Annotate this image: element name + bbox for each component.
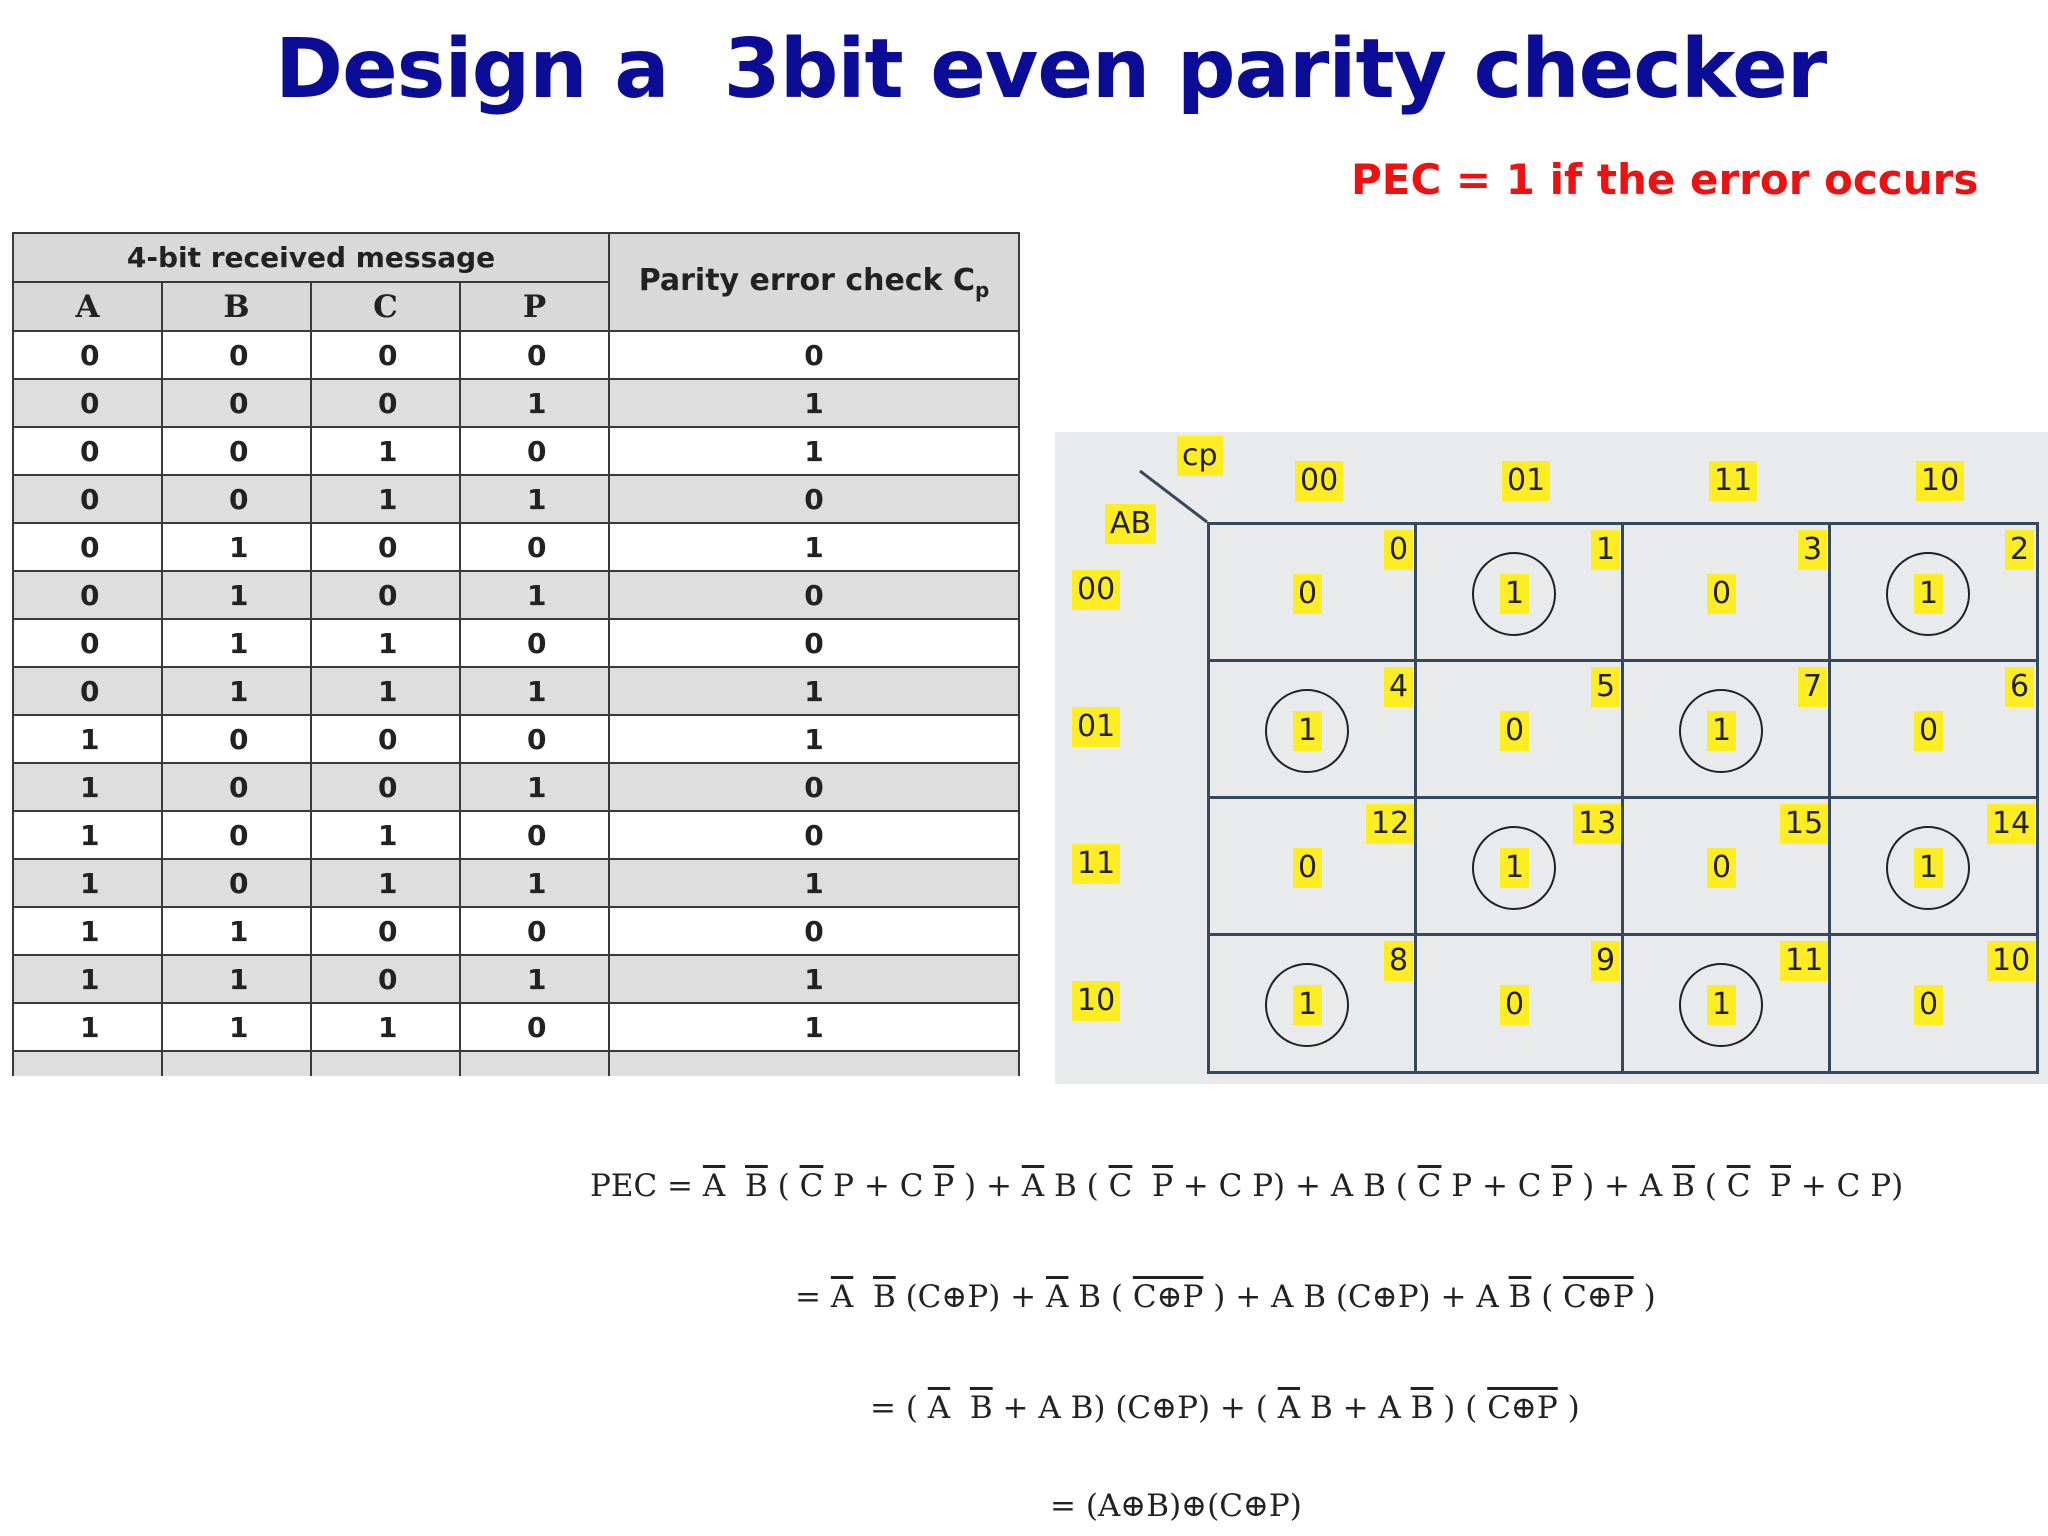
parity-output-cell: 1 (609, 859, 1019, 907)
empty-cell (460, 1051, 609, 1076)
input-bit-cell: 0 (13, 331, 162, 379)
col-header-a: A (13, 282, 162, 331)
input-bit-cell: 0 (13, 379, 162, 427)
input-bit-cell: 1 (311, 427, 460, 475)
parity-output-cell: 1 (609, 715, 1019, 763)
input-bit-cell: 0 (460, 811, 609, 859)
table-row (13, 715, 1019, 763)
input-bit-cell: 1 (460, 859, 609, 907)
cell-value: 1 (1707, 985, 1736, 1025)
complemented-term: C⊕P (1487, 1390, 1558, 1426)
parity-output-cell: 1 (609, 1003, 1019, 1051)
table-row (13, 475, 1019, 523)
equation-term: B + A (1300, 1390, 1411, 1426)
equation-term: ) (1557, 1390, 1580, 1426)
equation-term: B ( (1068, 1279, 1133, 1315)
equation-term: B ( (1044, 1168, 1109, 1204)
equation-term: + C P) (1791, 1168, 1904, 1204)
input-bit-cell: 0 (162, 379, 311, 427)
cell-value: 0 (1293, 848, 1322, 888)
complemented-term: $\overline{P}$ (1770, 1168, 1791, 1204)
input-bit-cell: 1 (162, 571, 311, 619)
complemented-term: $\overline{C}$ (1417, 1168, 1442, 1204)
cell-index: 15 (1780, 804, 1828, 844)
input-bit-cell: 0 (460, 523, 609, 571)
empty-cell (609, 1051, 1019, 1076)
col-header-p: P (460, 282, 609, 331)
input-bit-cell: 0 (311, 907, 460, 955)
input-bit-cell: 1 (311, 1003, 460, 1051)
cell-index: 3 (1798, 530, 1827, 570)
equation-term (950, 1390, 970, 1426)
input-bit-cell: 1 (13, 1003, 162, 1051)
col-label: 01 (1502, 461, 1550, 501)
equation-term (853, 1279, 873, 1315)
complemented-term: $\overline{B}$ (969, 1390, 993, 1426)
input-bit-cell: 0 (13, 571, 162, 619)
parity-output-cell: 1 (609, 955, 1019, 1003)
cell-value: 0 (1500, 985, 1529, 1025)
input-bit-cell: 0 (311, 523, 460, 571)
parity-output-cell: 0 (609, 763, 1019, 811)
input-bit-cell: 1 (460, 379, 609, 427)
equation-line (795, 1279, 1656, 1315)
complemented-term: $\overline{A}$ (1046, 1279, 1069, 1315)
complemented-term: $\overline{P}$ (1551, 1168, 1573, 1204)
input-bit-cell: 0 (311, 763, 460, 811)
cell-value: 0 (1707, 848, 1736, 888)
col-label: 11 (1709, 461, 1757, 501)
equation-term: ( (1694, 1168, 1727, 1204)
equation-term: ( (767, 1168, 800, 1204)
input-bit-cell: 1 (162, 955, 311, 1003)
parity-output-cell: 0 (609, 907, 1019, 955)
input-bit-cell: 0 (460, 619, 609, 667)
input-bit-cell: 1 (162, 667, 311, 715)
cell-value: 1 (1293, 711, 1322, 751)
equation-term: = (A⊕B)⊕(C⊕P) (1050, 1488, 1302, 1524)
complemented-term: $\overline{C}$ (1108, 1168, 1133, 1204)
equation-term: ( (1531, 1279, 1564, 1315)
input-bit-cell: 1 (13, 907, 162, 955)
input-bit-cell: 1 (13, 955, 162, 1003)
input-bit-cell: 1 (13, 859, 162, 907)
table-row (13, 763, 1019, 811)
complemented-term: $\overline{P}$ (1152, 1168, 1173, 1204)
input-bit-cell: 0 (460, 1003, 609, 1051)
truth-table (12, 232, 1020, 1076)
input-bit-cell: 0 (460, 907, 609, 955)
input-bit-cell: 0 (162, 859, 311, 907)
table-row (13, 907, 1019, 955)
cell-index: 13 (1573, 804, 1621, 844)
equation-term: ) + (954, 1168, 1022, 1204)
cell-value: 1 (1293, 985, 1322, 1025)
equation-term: ) + A B (C⊕P) + A (1203, 1279, 1509, 1315)
complemented-term: $\overline{B}$ (745, 1168, 768, 1204)
complemented-term: $\overline{B}$ (1672, 1168, 1695, 1204)
table-row-partial (13, 1051, 1019, 1076)
col-var-label: cp (1177, 436, 1223, 476)
equation-line (590, 1168, 1903, 1204)
equation-line (870, 1390, 1580, 1426)
equation-term: ) + A (1572, 1168, 1673, 1204)
complemented-term: $\overline{A}$ (830, 1279, 854, 1315)
kmap-row-divider (1207, 933, 2039, 936)
cell-value: 1 (1707, 711, 1736, 751)
kmap-row-divider (1207, 796, 2039, 799)
complemented-term: $\overline{P}$ (933, 1168, 955, 1204)
input-bit-cell: 1 (460, 571, 609, 619)
complemented-term: $\overline{C}$ (799, 1168, 824, 1204)
equation-line (1050, 1488, 1302, 1524)
complemented-term: $\overline{A}$ (1277, 1390, 1301, 1426)
col-label: 00 (1295, 461, 1343, 501)
table-row (13, 379, 1019, 427)
input-bit-cell: 1 (311, 619, 460, 667)
parity-output-cell: 1 (609, 379, 1019, 427)
complemented-term: $\overline{A}$ (927, 1390, 951, 1426)
pec-note: PEC = 1 if the error occurs (1351, 155, 1979, 204)
complemented-term: $\overline{A}$ (1021, 1168, 1045, 1204)
kmap-col-divider (1828, 522, 1831, 1074)
input-bit-cell: 0 (460, 331, 609, 379)
cell-value: 1 (1500, 848, 1529, 888)
cell-index: 9 (1591, 941, 1620, 981)
equation-term: P + C (1441, 1168, 1552, 1204)
cell-value: 0 (1500, 711, 1529, 751)
karnaugh-map (1055, 432, 2048, 1084)
complemented-term: C⊕P (1132, 1279, 1204, 1315)
input-bit-cell: 1 (311, 667, 460, 715)
input-bit-cell: 1 (13, 715, 162, 763)
table-row (13, 427, 1019, 475)
input-bit-cell: 0 (13, 427, 162, 475)
cell-value: 0 (1707, 574, 1736, 614)
input-bit-cell: 1 (460, 955, 609, 1003)
row-label: 01 (1072, 707, 1120, 747)
cell-index: 0 (1384, 530, 1413, 570)
input-bit-cell: 0 (460, 715, 609, 763)
cell-index: 12 (1366, 804, 1414, 844)
input-bit-cell: 0 (460, 427, 609, 475)
complemented-term: $\overline{A}$ (702, 1168, 726, 1204)
complemented-term: $\overline{B}$ (1410, 1390, 1434, 1426)
empty-cell (311, 1051, 460, 1076)
cell-value: 1 (1914, 574, 1943, 614)
input-bit-cell: 1 (162, 1003, 311, 1051)
empty-cell (162, 1051, 311, 1076)
parity-output-cell: 0 (609, 619, 1019, 667)
input-bit-cell: 0 (162, 715, 311, 763)
input-bit-cell: 0 (311, 571, 460, 619)
cell-value: 0 (1293, 574, 1322, 614)
equation-term (1132, 1168, 1152, 1204)
input-bit-cell: 0 (13, 523, 162, 571)
equation-term: (C⊕P) + (895, 1279, 1047, 1315)
input-bit-cell: 1 (460, 475, 609, 523)
input-bit-cell: 1 (311, 811, 460, 859)
complemented-term: C⊕P (1563, 1279, 1634, 1315)
input-bit-cell: 1 (311, 859, 460, 907)
parity-output-cell: 1 (609, 427, 1019, 475)
equation-term: + A B) (C⊕P) + ( (992, 1390, 1278, 1426)
input-bit-cell: 0 (162, 427, 311, 475)
input-bit-cell: 1 (13, 811, 162, 859)
input-bit-cell: 0 (311, 331, 460, 379)
complemented-term: $\overline{B}$ (1508, 1279, 1532, 1315)
cell-value: 0 (1914, 985, 1943, 1025)
table-row (13, 811, 1019, 859)
row-label: 10 (1072, 981, 1120, 1021)
page-title: Design a 3bit even parity checker (275, 22, 1827, 117)
input-bit-cell: 1 (162, 907, 311, 955)
input-bit-cell: 0 (162, 331, 311, 379)
input-bit-cell: 0 (311, 955, 460, 1003)
complemented-term: $\overline{B}$ (872, 1279, 896, 1315)
input-bit-cell: 1 (162, 523, 311, 571)
table-row (13, 331, 1019, 379)
input-bit-cell: 1 (460, 667, 609, 715)
table-row (13, 619, 1019, 667)
output-header: Parity error check $C_p$ (609, 233, 1019, 331)
parity-output-cell: 0 (609, 331, 1019, 379)
equation-term: = ( (870, 1390, 928, 1426)
table-row (13, 523, 1019, 571)
input-bit-cell: 0 (162, 811, 311, 859)
cell-value: 1 (1500, 574, 1529, 614)
parity-output-cell: 1 (609, 523, 1019, 571)
input-bit-cell: 1 (162, 619, 311, 667)
cell-index: 7 (1798, 667, 1827, 707)
parity-output-cell: 0 (609, 571, 1019, 619)
col-label: 10 (1916, 461, 1964, 501)
input-bit-cell: 0 (13, 475, 162, 523)
parity-output-cell: 1 (609, 667, 1019, 715)
col-header-c: C (311, 282, 460, 331)
cell-index: 6 (2005, 667, 2034, 707)
input-bit-cell: 0 (13, 619, 162, 667)
input-bit-cell: 1 (460, 763, 609, 811)
table-row (13, 667, 1019, 715)
cell-index: 2 (2005, 530, 2034, 570)
input-bit-cell: 0 (13, 667, 162, 715)
equation-term: PEC = (590, 1168, 703, 1204)
table-row (13, 1003, 1019, 1051)
input-bit-cell: 1 (311, 475, 460, 523)
cell-index: 5 (1591, 667, 1620, 707)
row-label: 11 (1072, 844, 1120, 884)
col-header-b: B (162, 282, 311, 331)
cell-index: 10 (1987, 941, 2035, 981)
cell-index: 1 (1591, 530, 1620, 570)
input-bit-cell: 0 (162, 763, 311, 811)
equation-term: P + C (823, 1168, 934, 1204)
empty-cell (13, 1051, 162, 1076)
equation-term (725, 1168, 745, 1204)
equation-term: = (795, 1279, 831, 1315)
parity-output-cell: 0 (609, 811, 1019, 859)
table-row (13, 955, 1019, 1003)
cell-index: 11 (1780, 941, 1828, 981)
table-row (13, 571, 1019, 619)
cell-index: 4 (1384, 667, 1413, 707)
equation-term: + C P) + A B ( (1172, 1168, 1418, 1204)
input-bit-cell: 0 (311, 715, 460, 763)
parity-output-cell: 0 (609, 475, 1019, 523)
equation-term: ) (1633, 1279, 1656, 1315)
equation-term: ) ( (1433, 1390, 1488, 1426)
cell-value: 0 (1914, 711, 1943, 751)
equation-term (1750, 1168, 1770, 1204)
input-bit-cell: 0 (162, 475, 311, 523)
input-bit-cell: 1 (13, 763, 162, 811)
cell-index: 8 (1384, 941, 1413, 981)
row-label: 00 (1072, 570, 1120, 610)
cell-index: 14 (1987, 804, 2035, 844)
cell-value: 1 (1914, 848, 1943, 888)
row-var-label: AB (1105, 504, 1156, 544)
table-row (13, 859, 1019, 907)
input-bit-cell: 0 (311, 379, 460, 427)
complemented-term: $\overline{C}$ (1726, 1168, 1751, 1204)
group-header: 4-bit received message (13, 233, 609, 282)
